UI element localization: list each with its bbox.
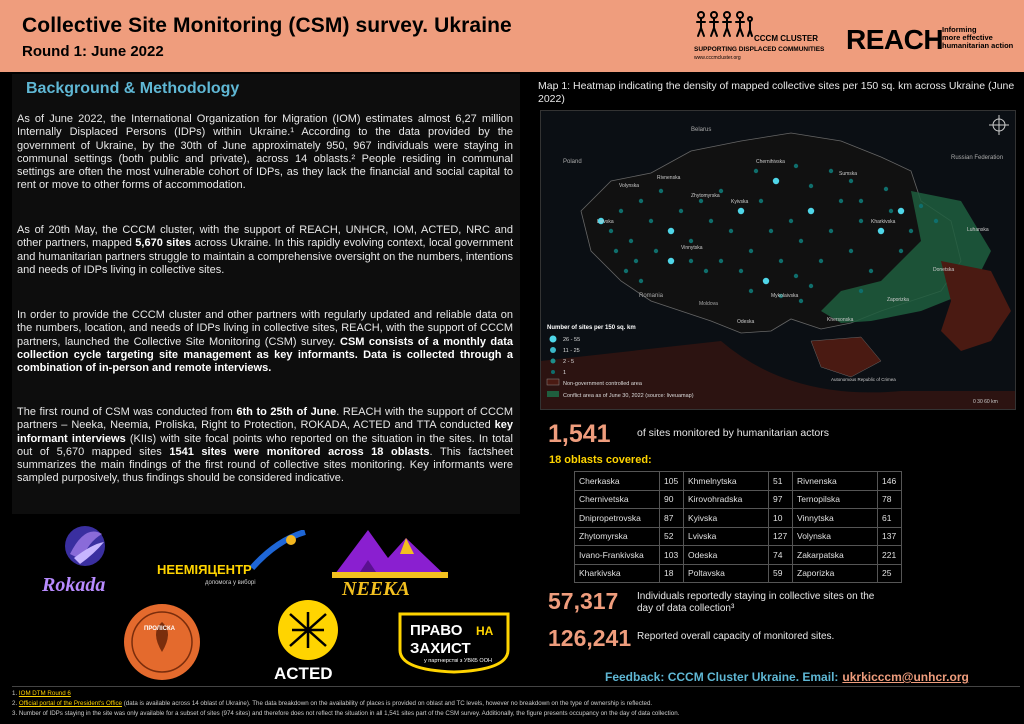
paragraph-idp-estimates: As of June 2022, the International Organization for Migration (IOM) estimates almost 6,27 million Internally Displaced Persons (IDPs) within Ukraine.¹ According to the data provided by the government of Ukraine, by the 30th of June approximately 950, 967 individuals were staying in communal settings (both public and private), across 14 oblasts.² People residing in communal settings are often the most vulnerable cohort of IDPs, as they lack the financial and social capital to rent or move to other forms of accommodation. bbox=[17, 113, 513, 192]
site-density-dot bbox=[799, 299, 803, 303]
oblast-table bbox=[574, 471, 902, 583]
oblast-site-count: 18 bbox=[660, 564, 684, 583]
legend-item-mid: 11 - 25 bbox=[563, 348, 580, 354]
oblast-site-count: 52 bbox=[660, 527, 684, 546]
neeka-name: NEEKA bbox=[342, 578, 410, 600]
oblast-site-count: 221 bbox=[878, 546, 902, 565]
acted-name: ACTED bbox=[274, 664, 333, 683]
label-donetska: Donetska bbox=[933, 267, 955, 273]
neeka-mountain-icon bbox=[330, 524, 450, 580]
oblast-name: Rivnenska bbox=[793, 472, 878, 491]
site-density-dot bbox=[668, 228, 674, 234]
site-density-dot bbox=[629, 239, 633, 243]
page-title: Collective Site Monitoring (CSM) survey. Ukraine bbox=[22, 14, 512, 37]
oblast-site-count: 146 bbox=[878, 472, 902, 491]
legend-item-one: 1 bbox=[563, 370, 567, 376]
site-density-dot bbox=[749, 249, 753, 253]
oblast-name: Poltavska bbox=[684, 564, 769, 583]
label-kyivska: Kyivska bbox=[731, 199, 749, 205]
site-density-dot bbox=[709, 219, 713, 223]
oblast-name: Odeska bbox=[684, 546, 769, 565]
section-heading: Background & Methodology bbox=[26, 80, 240, 97]
oblasts-covered-title: 18 oblasts covered: bbox=[549, 454, 652, 466]
proliska-seal-icon bbox=[122, 602, 202, 682]
reach-tagline: Informing more effective humanitarian action bbox=[942, 25, 1014, 50]
oblast-site-count: 74 bbox=[769, 546, 793, 565]
pravo-na-zakhyst-logo bbox=[398, 610, 516, 674]
site-density-dot bbox=[619, 209, 623, 213]
site-density-dot bbox=[884, 187, 888, 191]
paragraph-methodology: The first round of CSM was conducted from 6th to 25th of June. REACH with the support of CCCM partners – Neeka, Neemia, Proliska, Right to Protection, ROKADA, ACTED and TTA conducted key informant interviews (KIIs) with site focal points who reported on the situation in the sites. In total out of 5,670 mapped sites 1541 sites were monitored across 18 oblasts. This factsheet summarizes the main findings of the first round of collective sites monitoring. Key informants were sampled purposively, thus findings should be considered indicative. bbox=[17, 406, 514, 485]
site-density-dot bbox=[829, 229, 833, 233]
neemia-tagline: допомога у виборі bbox=[205, 580, 256, 586]
site-density-dot bbox=[799, 239, 803, 243]
label-vinnytska: Vinnytska bbox=[681, 245, 703, 251]
oblast-row bbox=[575, 564, 902, 583]
label-romania: Romania bbox=[639, 293, 664, 299]
site-density-dot bbox=[794, 274, 798, 278]
sites-monitored-label: of sites monitored by humanitarian actors bbox=[637, 427, 830, 439]
site-density-dot bbox=[819, 259, 823, 263]
label-zaporizka: Zaporizka bbox=[887, 297, 909, 303]
site-density-dot bbox=[809, 184, 813, 188]
rokada-logo bbox=[40, 524, 130, 600]
site-density-dot bbox=[859, 289, 863, 293]
label-sumska: Sumska bbox=[839, 171, 858, 177]
legend-ngca: Non-government controlled area bbox=[563, 381, 642, 387]
acted-logo bbox=[272, 598, 344, 686]
oblast-row bbox=[575, 527, 902, 546]
oblast-name: Ternopilska bbox=[793, 490, 878, 509]
oblast-site-count: 97 bbox=[769, 490, 793, 509]
label-zhytomyrska: Zhytomyrska bbox=[691, 193, 720, 199]
oblast-site-count: 51 bbox=[769, 472, 793, 491]
site-density-dot bbox=[679, 209, 683, 213]
legend-item-high: 26 - 55 bbox=[563, 337, 581, 343]
oblast-name: Volynska bbox=[793, 527, 878, 546]
oblast-site-count: 105 bbox=[660, 472, 684, 491]
label-lvivska: Lvivska bbox=[597, 219, 614, 225]
site-density-dot bbox=[754, 169, 758, 173]
cccm-name: CCCM CLUSTER bbox=[754, 34, 818, 43]
cccm-tagline: SUPPORTING DISPLACED COMMUNITIES bbox=[694, 46, 825, 53]
site-density-dot bbox=[654, 249, 658, 253]
site-density-dot bbox=[909, 229, 913, 233]
legend-item-low: 2 - 5 bbox=[563, 359, 575, 365]
label-chernihivska: Chernihivska bbox=[756, 159, 785, 165]
site-density-dot bbox=[649, 219, 653, 223]
label-kharkivska: Kharkivska bbox=[871, 219, 896, 225]
label-rivnenska: Rivnenska bbox=[657, 175, 681, 181]
label-belarus: Belarus bbox=[691, 127, 712, 133]
individuals-value: 57,317 bbox=[548, 588, 619, 614]
label-mykolaivska: Mykolaivska bbox=[771, 293, 799, 299]
label-crimea: Autonomous Republic of Crimea bbox=[831, 377, 896, 382]
oblast-site-count: 78 bbox=[878, 490, 902, 509]
oblast-name: Kirovohradska bbox=[684, 490, 769, 509]
site-density-dot bbox=[809, 284, 813, 288]
page-subtitle: Round 1: June 2022 bbox=[22, 43, 164, 60]
map-scale: 0 30 60 km bbox=[973, 399, 998, 405]
cccm-cluster-logo bbox=[692, 10, 832, 64]
oblast-name: Khmelnytska bbox=[684, 472, 769, 491]
oblast-name: Zaporizka bbox=[793, 564, 878, 583]
legend-conflict: Conflict area as of June 30, 2022 (source: liveuamap) bbox=[563, 393, 694, 399]
proliska-logo bbox=[122, 602, 202, 682]
pravo-word: ПРАВО bbox=[410, 622, 463, 639]
site-density-dot bbox=[659, 189, 663, 193]
proliska-name: ПРОЛІСКА bbox=[144, 626, 175, 632]
oblast-site-count: 10 bbox=[769, 509, 793, 528]
site-density-dot bbox=[839, 199, 843, 203]
label-russia: Russian Federation bbox=[951, 155, 1004, 161]
site-density-dot bbox=[759, 199, 763, 203]
sites-monitored-value: 1,541 bbox=[548, 420, 611, 448]
oblast-name: Lvivska bbox=[684, 527, 769, 546]
reach-logo: REACH bbox=[846, 24, 944, 55]
neeka-logo bbox=[330, 524, 450, 602]
footnote-1: 1. IOM DTM Round 6 bbox=[12, 690, 71, 697]
people-icon bbox=[694, 10, 754, 38]
site-density-dot bbox=[898, 208, 904, 214]
site-density-dot bbox=[614, 249, 618, 253]
individuals-label: Individuals reportedly staying in collective sites on the day of data collection³ bbox=[637, 591, 875, 614]
site-density-dot bbox=[704, 269, 708, 273]
rokada-name: Rokada bbox=[42, 574, 106, 596]
site-density-dot bbox=[729, 229, 733, 233]
capacity-value: 126,241 bbox=[548, 625, 632, 651]
oblast-site-count: 59 bbox=[769, 564, 793, 583]
footnote-2-link[interactable]: Official portal of the President's Office bbox=[18, 700, 123, 707]
site-density-dot bbox=[609, 229, 613, 233]
site-density-dot bbox=[794, 164, 798, 168]
pravo-tagline: у партнерстві з УВКБ ООН bbox=[424, 658, 492, 664]
site-density-dot bbox=[624, 269, 628, 273]
site-density-dot bbox=[808, 208, 814, 214]
oblast-row bbox=[575, 472, 902, 491]
paragraph-mapping: As of 20th May, the CCCM cluster, with the support of REACH, UNHCR, IOM, ACTED, NRC and other partners, mapped 5,670 sites across Ukraine. In this rapidly evolving context, local government and humanitarian partners struggle to maintain a comprehensive oversight on the numbers, intentions and needs of IDPs living in collective sites. bbox=[17, 224, 514, 276]
site-density-dot bbox=[849, 249, 853, 253]
heatmap-ukraine bbox=[540, 110, 1016, 410]
oblast-site-count: 87 bbox=[660, 509, 684, 528]
oblast-name: Kyivska bbox=[684, 509, 769, 528]
rokada-emblem-icon bbox=[40, 524, 130, 574]
label-volynska: Volynska bbox=[619, 183, 640, 189]
footnote-2: 2. Official portal of the President's Office (data is available across 14 oblast of Ukraine). The data breakdown on the availability of places is provided on oblast and TC levels, however no breakdown on the type of ownership is reflected. bbox=[12, 700, 653, 707]
map-caption: Map 1: Heatmap indicating the density of mapped collective sites per 150 sq. km across Ukraine (June 2022) bbox=[538, 80, 1015, 105]
zakhyst-word: ЗАХИСТ bbox=[410, 640, 471, 657]
site-density-dot bbox=[789, 219, 793, 223]
site-density-dot bbox=[739, 269, 743, 273]
oblast-name: Zhytomyrska bbox=[575, 527, 660, 546]
site-density-dot bbox=[763, 278, 769, 284]
site-density-dot bbox=[769, 229, 773, 233]
footnote-3: 3. Number of IDPs staying in the site was only available for a subset of sites (974 sites) and therefore does not reflect the situation in all 1,541 sites part of the CSM survey. Additionally, the figure presents occupancy on the day of data collection. bbox=[12, 710, 680, 717]
cccm-url: www.cccmcluster.org bbox=[694, 55, 741, 61]
footnotes bbox=[12, 686, 1020, 719]
site-density-dot bbox=[639, 279, 643, 283]
site-density-dot bbox=[878, 228, 884, 234]
site-density-dot bbox=[639, 199, 643, 203]
paragraph-csm-purpose: In order to provide the CCCM cluster and other partners with regularly updated and reliable data on the numbers, location, and needs of IDPs living in collective sites, REACH, with the support of CCCM partners, launched the Collective Site Monitoring (CSM) survey. CSM consists of a monthly data collection cycle targeting site management as key informants. Data is collected through a combination of in-person and remote interviews. bbox=[17, 309, 513, 375]
oblast-site-count: 61 bbox=[878, 509, 902, 528]
site-density-dot bbox=[849, 179, 853, 183]
oblast-name: Zakarpatska bbox=[793, 546, 878, 565]
neemia-logo bbox=[155, 530, 295, 600]
label-moldova: Moldova bbox=[699, 301, 718, 307]
site-density-dot bbox=[689, 259, 693, 263]
site-density-dot bbox=[719, 259, 723, 263]
label-luhanska: Luhanska bbox=[967, 227, 989, 233]
oblast-site-count: 25 bbox=[878, 564, 902, 583]
oblast-site-count: 137 bbox=[878, 527, 902, 546]
site-density-dot bbox=[749, 289, 753, 293]
site-density-dot bbox=[899, 249, 903, 253]
site-density-dot bbox=[699, 199, 703, 203]
oblast-row bbox=[575, 546, 902, 565]
oblast-row bbox=[575, 490, 902, 509]
site-density-dot bbox=[689, 239, 693, 243]
site-density-dot bbox=[934, 219, 938, 223]
label-poland: Poland bbox=[563, 159, 582, 165]
site-density-dot bbox=[668, 258, 674, 264]
header-banner bbox=[0, 0, 1024, 72]
map-svg bbox=[541, 111, 1016, 410]
site-density-dot bbox=[829, 169, 833, 173]
feedback-line: Feedback: CCCM Cluster Ukraine. Email: ukrkicccm@unhcr.org bbox=[605, 670, 969, 684]
acted-emblem-icon bbox=[272, 598, 344, 662]
site-density-dot bbox=[889, 209, 893, 213]
oblast-site-count: 90 bbox=[660, 490, 684, 509]
site-density-dot bbox=[919, 204, 923, 208]
neemia-name: НЕЕМІЯЦЕНТР bbox=[157, 562, 252, 577]
site-density-dot bbox=[859, 219, 863, 223]
site-density-dot bbox=[634, 259, 638, 263]
oblast-name: Vinnytska bbox=[793, 509, 878, 528]
site-density-dot bbox=[859, 199, 863, 203]
oblast-name: Ivano-Frankivska bbox=[575, 546, 660, 565]
neemia-swoosh-icon bbox=[247, 530, 307, 570]
site-density-dot bbox=[773, 178, 779, 184]
label-khersonska: Khersonska bbox=[827, 317, 854, 323]
capacity-label: Reported overall capacity of monitored sites. bbox=[637, 631, 835, 642]
legend-title: Number of sites per 150 sq. km bbox=[547, 325, 636, 331]
footnote-1-link[interactable]: IOM DTM Round 6 bbox=[18, 690, 71, 697]
oblast-site-count: 103 bbox=[660, 546, 684, 565]
oblast-name: Dnipropetrovska bbox=[575, 509, 660, 528]
label-odeska: Odeska bbox=[737, 319, 755, 325]
feedback-email-link[interactable]: ukrkicccm@unhcr.org bbox=[842, 670, 969, 684]
site-density-dot bbox=[738, 208, 744, 214]
oblast-name: Chernivetska bbox=[575, 490, 660, 509]
oblast-site-count: 127 bbox=[769, 527, 793, 546]
site-density-dot bbox=[869, 269, 873, 273]
site-density-dot bbox=[779, 259, 783, 263]
pravo-na-word: НА bbox=[476, 624, 494, 638]
oblast-name: Kharkivska bbox=[575, 564, 660, 583]
oblast-row bbox=[575, 509, 902, 528]
oblast-name: Cherkaska bbox=[575, 472, 660, 491]
